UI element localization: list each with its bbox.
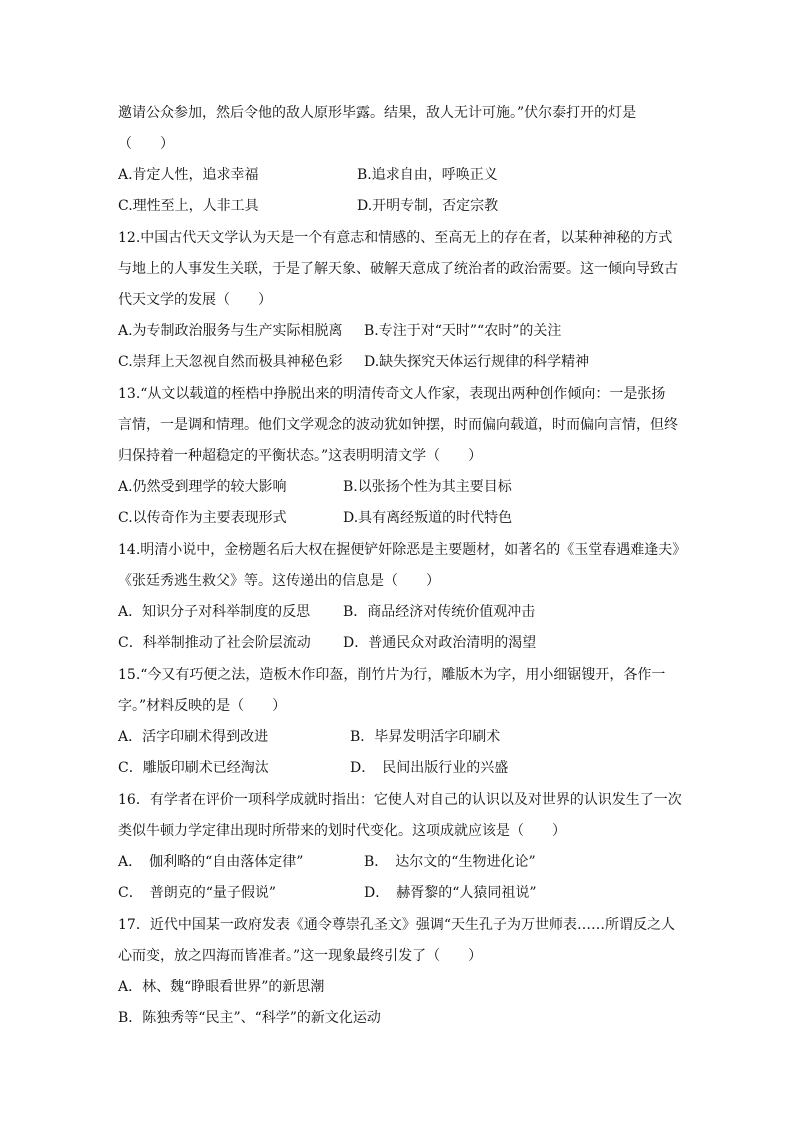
q15-text-line-1: 15.“今又有巧便之法，造板木作印盔，削竹片为行，雕版木为字，用小细锯锼开，各作一 — [118, 667, 666, 683]
q13-option-b: B.以张扬个性为其主要目标 — [343, 479, 512, 495]
q16-option-b: B． 达尔文的“生物进化论” — [364, 854, 536, 870]
q11-option-d: D.开明专制，否定宗教 — [357, 198, 499, 214]
q14-text-line-1: 14.明清小说中，金榜题名后大权在握便铲奸除恶是主要题材，如著名的《玉堂春遇难逢夫》 — [118, 542, 687, 558]
q17-text-line-2: 心而变，放之四海而皆准者。”这一现象最终引发了（ ） — [118, 948, 483, 964]
q15-option-b: B．毕昇发明活字印刷术 — [350, 729, 501, 745]
q11-option-a: A.肯定人性，追求幸福 — [118, 167, 259, 183]
q13-option-d: D.具有离经叛道的时代特色 — [343, 510, 513, 526]
q12-text-line-3: 代天文学的发展（ ） — [118, 292, 272, 308]
q17-text-line-1: 17．近代中国某一政府发表《通令尊崇孔圣文》强调“天生孔子为万世师表……所谓反之人 — [118, 917, 675, 933]
q16-option-c: C． 普朗克的“量子假说” — [118, 885, 277, 901]
q16-option-d: D． 赫胥黎的“人猿同祖说” — [364, 885, 537, 901]
q17-option-a: A．林、魏“睁眼看世界”的新思潮 — [118, 979, 325, 995]
q12-text-line-1: 12.中国古代天文学认为天是一个有意志和情感的、至高无上的存在者，以某种神秘的方式 — [118, 230, 673, 246]
q14-option-b: B．商品经济对传统价值观冲击 — [343, 604, 536, 620]
q13-text-line-3: 归保持着一种超稳定的平衡状态。”这表明明清文学（ ） — [118, 448, 483, 464]
q13-option-c: C.以传奇作为主要表现形式 — [118, 510, 287, 526]
q12-option-d: D.缺失探究天体运行规律的科学精神 — [364, 354, 590, 370]
q14-text-line-2: 《张廷秀逃生救父》等。这传递出的信息是（ ） — [118, 573, 440, 589]
q16-text-line-1: 16．有学者在评价一项科学成就时指出：它使人对自己的认识以及对世界的认识发生了一次 — [118, 792, 682, 808]
q15-text-line-2: 字。”材料反映的是（ ） — [118, 698, 287, 714]
q16-option-a: A． 伽利略的“自由落体定律” — [118, 854, 304, 870]
q12-option-a: A.为专制政治服务与生产实际相脱离 — [118, 323, 343, 339]
q12-option-c: C.崇拜上天忽视自然而极具神秘色彩 — [118, 354, 343, 370]
q14-option-d: D．普通民众对政治清明的渴望 — [343, 635, 537, 651]
q17-option-b: B．陈独秀等“民主”、“科学”的新文化运动 — [118, 1010, 381, 1026]
q14-option-a: A．知识分子对科举制度的反思 — [118, 604, 311, 620]
q15-option-a: A．活字印刷术得到改进 — [118, 729, 269, 745]
q15-option-c: C．雕版印刷术已经淘汰 — [118, 760, 269, 776]
q16-text-line-2: 类似牛顿力学定律出现时所带来的划时代变化。这项成就应该是（ ） — [118, 823, 566, 839]
q11-option-c: C.理性至上，人非工具 — [118, 198, 259, 214]
q14-option-c: C．科举制推动了社会阶层流动 — [118, 635, 311, 651]
q13-text-line-2: 言情，一是调和情理。他们文学观念的波动犹如钟摆，时而偏向载道，时而偏向言情，但终 — [118, 417, 678, 433]
q13-text-line-1: 13.“从文以载道的桎梏中挣脱出来的明清传奇文人作家，表现出两种创作倾向：一是张扬 — [118, 386, 666, 402]
q13-option-a: A.仍然受到理学的较大影响 — [118, 479, 287, 495]
q12-text-line-2: 与地上的人事发生关联，于是了解天象、破解天意成了统治者的政治需要。这一倾向导致古 — [118, 261, 678, 277]
q15-option-d: D． 民间出版行业的兴盛 — [350, 760, 509, 776]
q12-option-b: B.专注于对“天时”“农时”的关注 — [364, 323, 562, 339]
q11-option-b: B.追求自由，呼唤正义 — [357, 167, 498, 183]
q11-text-line-1: 邀请公众参加，然后令他的敌人原形毕露。结果，敌人无计可施。”伏尔泰打开的灯是 — [118, 105, 637, 121]
q11-answer-paren: （ ） — [118, 136, 174, 152]
